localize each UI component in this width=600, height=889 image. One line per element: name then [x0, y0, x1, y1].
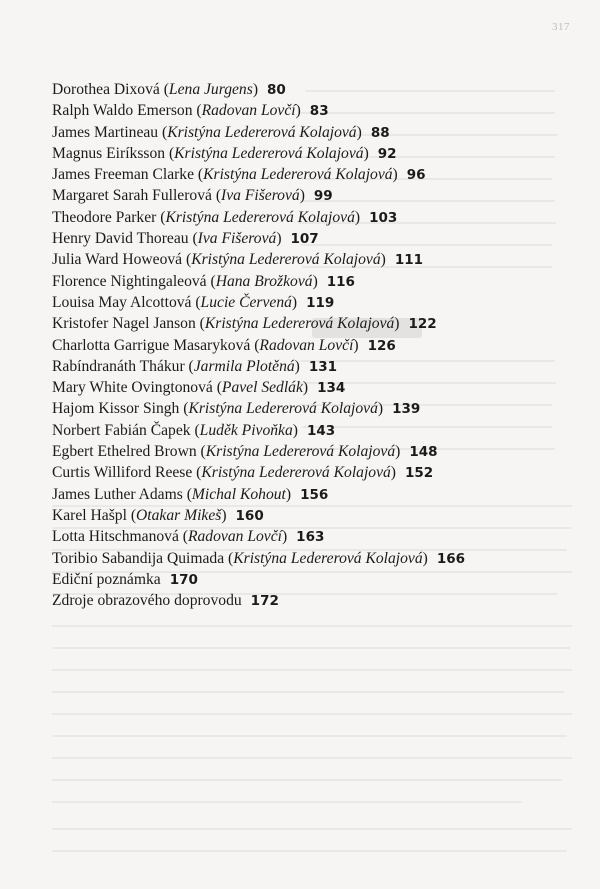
entry-author: Luděk Pivoňka	[199, 421, 293, 439]
entry-author: Pavel Sedlák	[221, 379, 303, 397]
toc-entry: Lotta Hitschmanová (Radovan Lovčí) 163	[52, 528, 325, 546]
entry-page-number: 122	[408, 316, 437, 333]
entry-page-number: 92	[377, 145, 397, 162]
entry-author: Kristýna Ledererová Kolajová	[165, 208, 355, 226]
entry-title: Margaret Sarah Fullerová	[52, 187, 212, 205]
entry-page-number: 166	[436, 550, 466, 567]
entry-author: Iva Fišerová	[221, 187, 300, 205]
toc-entry: Curtis Williford Reese (Kristýna Ledererová Kolajová) 152	[52, 464, 434, 482]
entry-page-number: 80	[267, 82, 286, 98]
entry-title: Henry David Thoreau	[52, 230, 189, 248]
toc-entry: James Freeman Clarke (Kristýna Ledererová Kolajová) 96	[52, 166, 426, 184]
entry-page-number: 126	[367, 337, 396, 354]
entry-author: Lena Jurgens	[168, 81, 253, 98]
entry-page-number: 83	[309, 103, 329, 120]
entry-page-number: 148	[409, 444, 438, 461]
entry-title: Zdroje obrazového doprovodu	[52, 592, 242, 610]
bleed-line	[52, 850, 567, 852]
entry-title: Dorothea Dixová	[52, 81, 160, 98]
toc-entry: James Luther Adams (Michal Kohout) 156	[52, 485, 329, 503]
entry-page-number: 131	[308, 358, 338, 375]
entry-author: Kristýna Ledererová Kolajová	[167, 123, 357, 141]
entry-title: Louisa May Alcottová	[52, 293, 192, 311]
entry-title: Karel Hašpl	[52, 506, 127, 524]
toc-entry: Egbert Ethelred Brown (Kristýna Ledererová Kolajová) 148	[52, 443, 438, 461]
toc-entry: Dorothea Dixová (Lena Jurgens) 80	[52, 81, 286, 98]
entry-author: Otakar Mikeš	[136, 506, 222, 524]
entry-title: James Freeman Clarke	[52, 166, 195, 184]
entry-author: Jarmila Plotěná	[193, 357, 295, 375]
toc-entry: Kristofer Nagel Janson (Kristýna Ledererová Kolajová) 122	[52, 315, 437, 333]
bleed-line	[52, 647, 570, 649]
entry-author: Michal Kohout	[191, 485, 286, 503]
bleed-line	[52, 713, 572, 715]
toc-entry	[52, 569, 572, 590]
entry-title: Norbert Fabián Čapek	[52, 421, 191, 439]
entry-page-number: 134	[317, 380, 346, 397]
entry-page-number: 139	[392, 401, 421, 418]
entry-title: Mary White Ovingtonová	[52, 379, 213, 397]
entry-page-number: 107	[290, 231, 319, 248]
bleed-line	[52, 757, 572, 759]
entry-page-number: 170	[169, 571, 198, 588]
entry-title: Florence Nightingaleová	[52, 272, 207, 290]
toc-entry: Toribio Sabandija Quimada (Kristýna Ledererová Kolajová) 166	[52, 549, 466, 567]
table-of-contents	[52, 79, 572, 611]
toc-entry: Margaret Sarah Fullerová (Iva Fišerová) 99	[52, 187, 333, 205]
entry-title: Charlotta Garrigue Masaryková	[52, 336, 251, 354]
entry-title: Ediční poznámka	[52, 570, 161, 588]
entry-title: Hajom Kissor Singh	[52, 400, 180, 418]
entry-author: Lucie Červená	[200, 293, 292, 311]
toc-entry: Mary White Ovingtonová (Pavel Sedlák) 134	[52, 379, 346, 397]
entry-author: Kristýna Ledererová Kolajová	[174, 144, 364, 162]
entry-page-number: 143	[306, 422, 336, 439]
bleed-line	[52, 625, 572, 627]
bleed-line	[52, 691, 564, 693]
entry-page-number: 96	[406, 167, 426, 184]
entry-page-number: 156	[300, 486, 329, 503]
page-number: 317	[552, 21, 570, 33]
entry-page-number: 160	[235, 507, 264, 524]
entry-title: Toribio Sabandija Quimada	[52, 549, 225, 567]
entry-title: James Luther Adams	[52, 485, 183, 503]
toc-entry: Karel Hašpl (Otakar Mikeš) 160	[52, 506, 264, 524]
toc-entry: Florence Nightingaleová (Hana Brožková) 116	[52, 272, 355, 290]
toc-entry: Magnus Eiríksson (Kristýna Ledererová Kolajová) 92	[52, 144, 397, 162]
entry-author: Kristýna Ledererová Kolajová	[203, 166, 393, 184]
entry-author: Kristýna Ledererová Kolajová	[188, 400, 378, 418]
entry-page-number: 103	[369, 209, 398, 226]
entry-page-number: 172	[250, 593, 279, 610]
bleed-line	[52, 669, 572, 671]
entry-page-number: 163	[296, 529, 325, 546]
entry-title: Magnus Eiríksson	[52, 144, 166, 162]
bleed-line	[52, 735, 567, 737]
entry-author: Kristýna Ledererová Kolajová	[233, 549, 423, 567]
entry-page-number: 152	[405, 465, 434, 482]
entry-author: Iva Fišerová	[197, 230, 277, 248]
toc-entry: Theodore Parker (Kristýna Ledererová Kolajová) 103	[52, 208, 398, 226]
entry-title: Rabíndranáth Thákur	[52, 357, 185, 375]
toc-entry: Hajom Kissor Singh (Kristýna Ledererová Kolajová) 139	[52, 400, 421, 418]
entry-title: Kristofer Nagel Janson	[52, 315, 196, 333]
entry-author: Radovan Lovčí	[201, 102, 296, 120]
entry-author: Radovan Lovčí	[259, 336, 354, 354]
entry-page-number: 119	[306, 294, 335, 311]
toc-entry: Louisa May Alcottová (Lucie Červená) 119	[52, 293, 335, 311]
entry-author: Radovan Lovčí	[187, 528, 282, 546]
entry-author: Kristýna Ledererová Kolajová	[201, 464, 391, 482]
entry-page-number: 88	[370, 124, 390, 141]
entry-page-number: 111	[394, 252, 424, 269]
entry-title: Curtis Williford Reese	[52, 464, 193, 482]
toc-entry	[52, 590, 572, 611]
entry-title: Lotta Hitschmanová	[52, 528, 179, 546]
toc-entry: Julia Ward Howeová (Kristýna Ledererová Kolajová) 111	[52, 251, 424, 269]
toc-entry: Ralph Waldo Emerson (Radovan Lovčí) 83	[52, 102, 329, 120]
toc-entry: Norbert Fabián Čapek (Luděk Pivoňka) 143	[52, 421, 336, 439]
entry-title: Egbert Ethelred Brown	[52, 443, 197, 461]
entry-author: Kristýna Ledererová Kolajová	[191, 251, 381, 269]
bleed-line	[52, 801, 522, 803]
entry-title: James Martineau	[52, 123, 159, 141]
entry-title: Ralph Waldo Emerson	[52, 102, 193, 120]
toc-entry: Rabíndranáth Thákur (Jarmila Plotěná) 131	[52, 357, 338, 375]
entry-page-number: 116	[326, 273, 355, 290]
bleed-line	[52, 779, 562, 781]
entry-title: Julia Ward Howeová	[52, 251, 183, 269]
entry-author: Hana Brožková	[215, 272, 313, 290]
toc-entry: Charlotta Garrigue Masaryková (Radovan Lovčí) 126	[52, 336, 396, 354]
bleed-line	[52, 828, 572, 830]
toc-entry: Henry David Thoreau (Iva Fišerová) 107	[52, 230, 319, 248]
entry-title: Theodore Parker	[52, 208, 157, 226]
entry-author: Kristýna Ledererová Kolajová	[204, 315, 395, 333]
entry-author: Kristýna Ledererová Kolajová	[205, 443, 396, 461]
entry-page-number: 99	[313, 188, 333, 205]
toc-entry: James Martineau (Kristýna Ledererová Kolajová) 88	[52, 123, 390, 141]
